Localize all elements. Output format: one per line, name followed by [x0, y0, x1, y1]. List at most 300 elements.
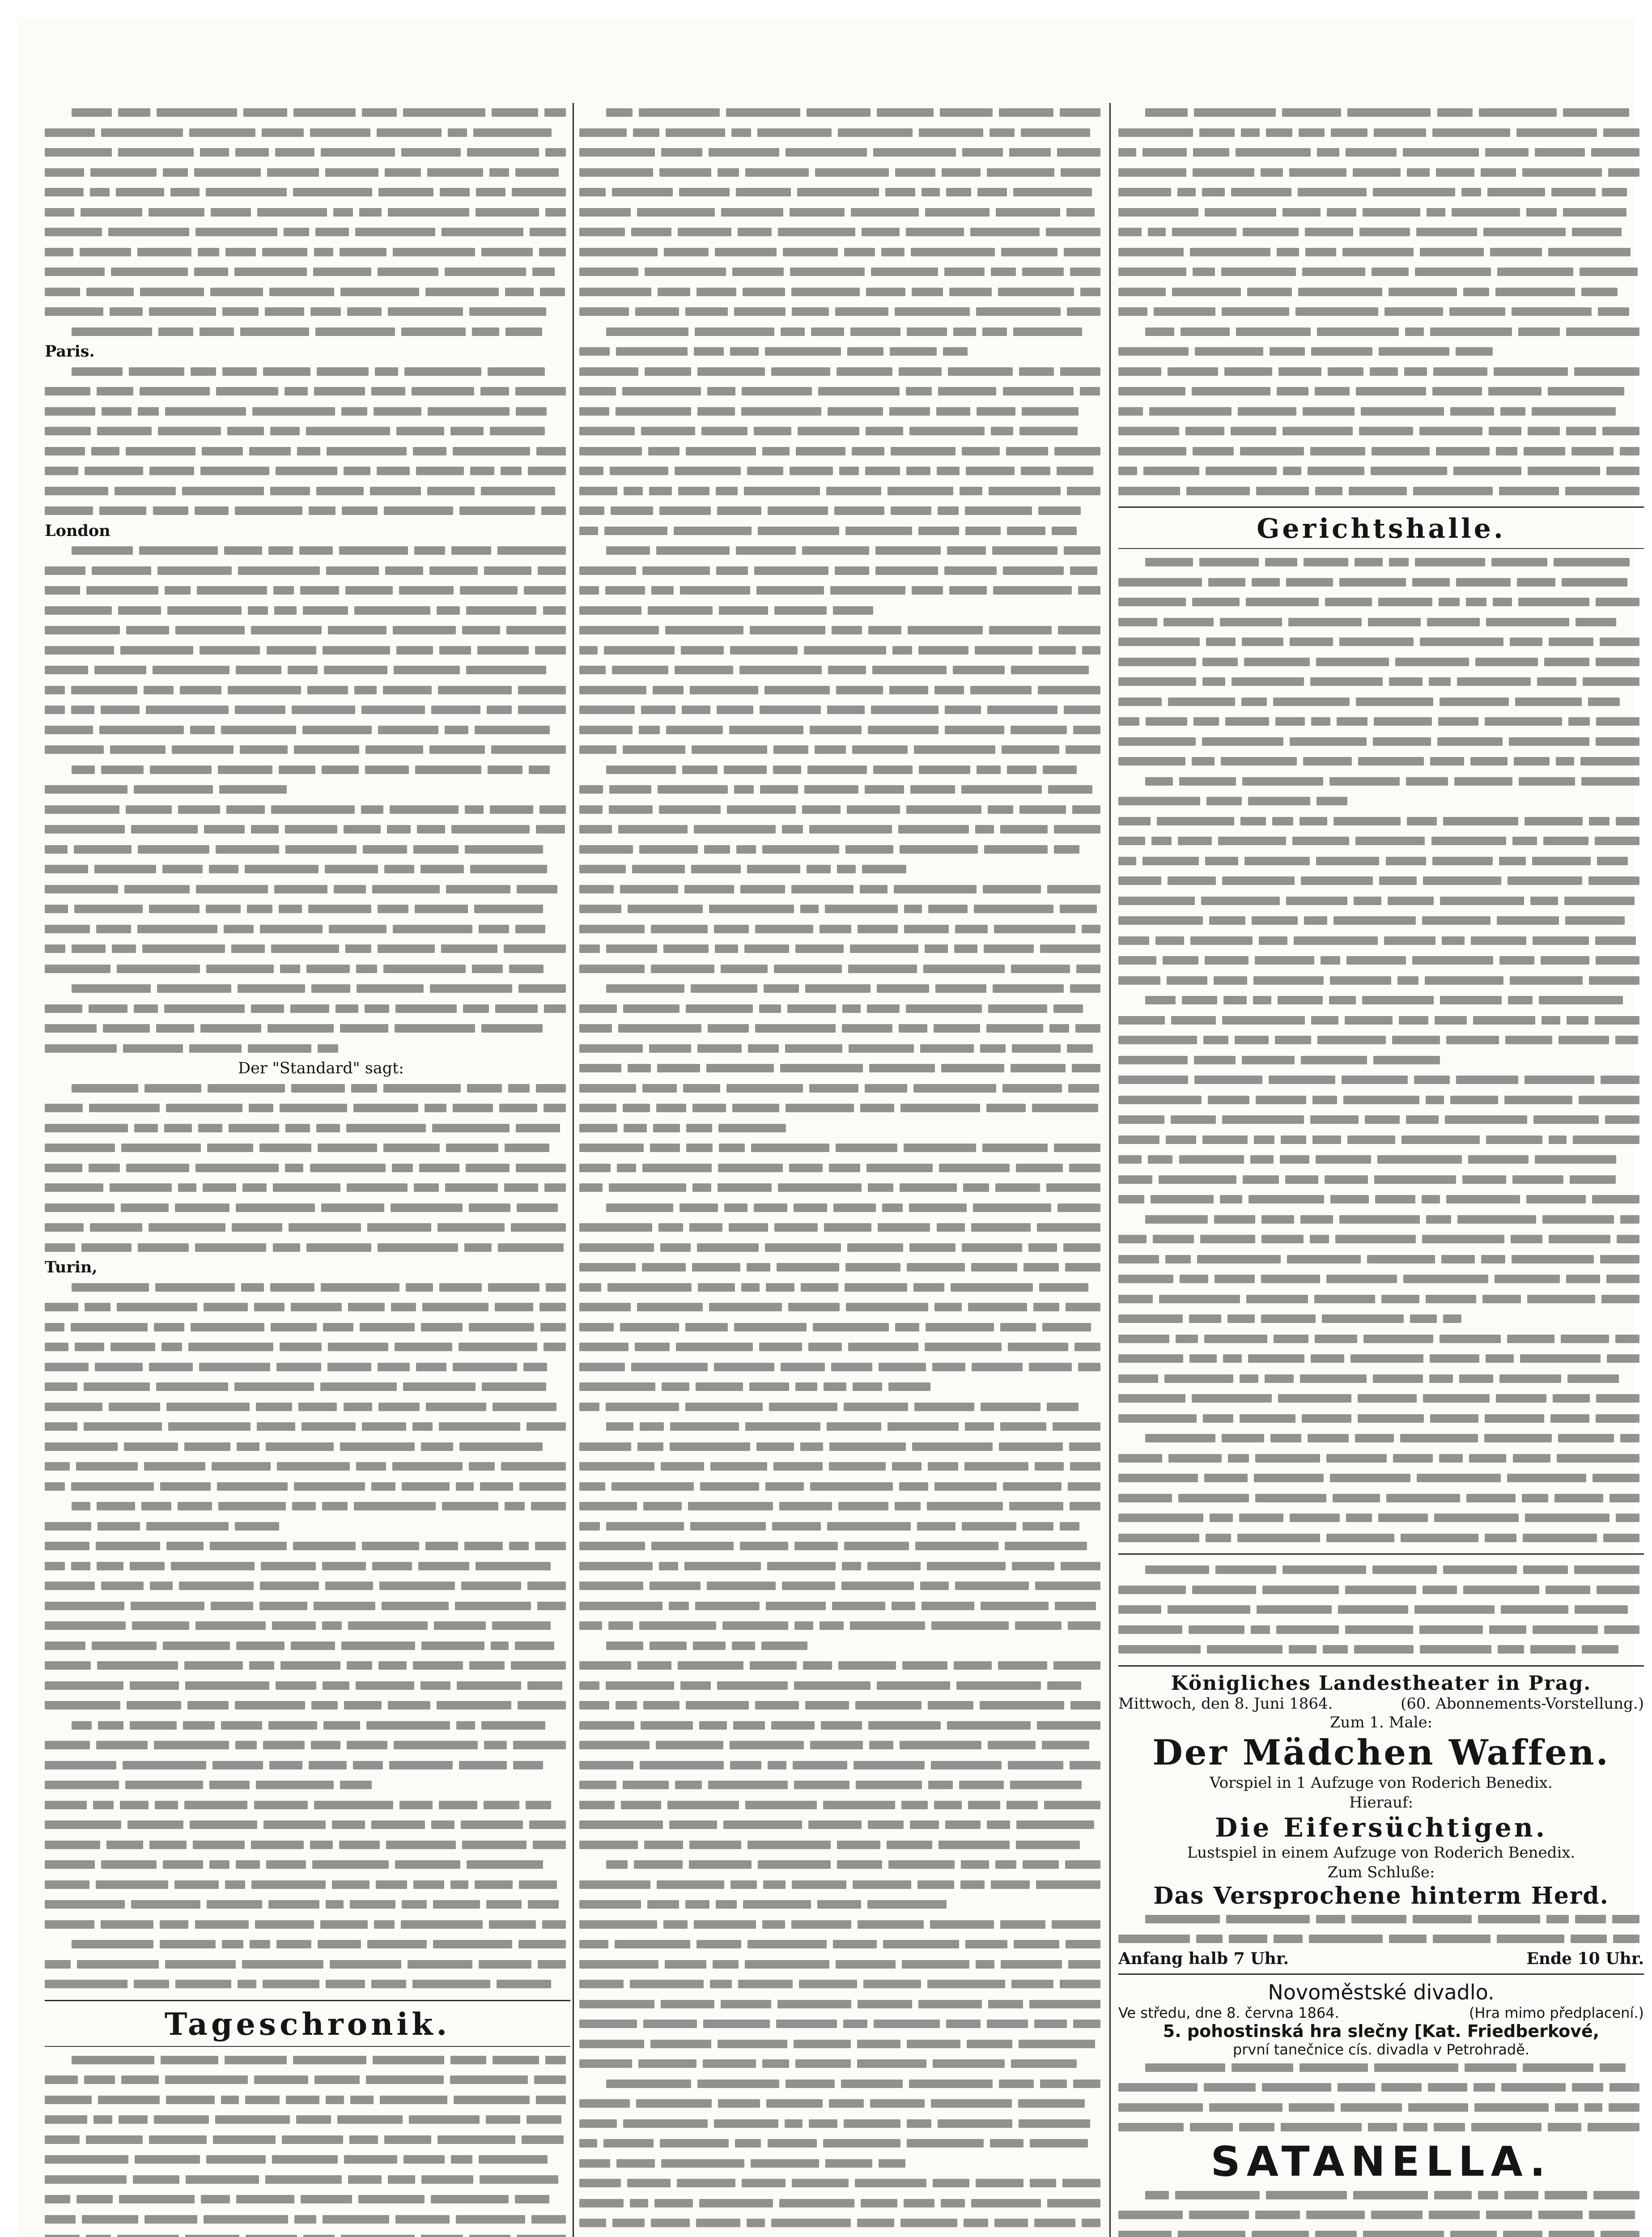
word-mark — [282, 2135, 344, 2144]
word-mark — [794, 1542, 838, 1550]
text-line — [579, 621, 1105, 641]
word-mark — [1322, 1314, 1404, 1323]
word-mark — [1315, 487, 1342, 495]
word-mark — [1218, 837, 1286, 845]
word-mark — [535, 1542, 566, 1550]
word-mark — [1225, 717, 1269, 726]
word-mark — [1145, 777, 1173, 786]
word-mark — [790, 268, 865, 276]
word-mark — [677, 2179, 735, 2187]
word-mark — [1491, 558, 1548, 566]
word-mark — [1142, 857, 1199, 865]
word-mark — [367, 1940, 427, 1948]
word-mark — [714, 1363, 774, 1371]
word-mark — [1066, 745, 1100, 754]
word-mark — [1386, 1494, 1460, 1502]
word-mark — [1151, 1195, 1213, 1204]
word-mark — [1501, 1605, 1568, 1614]
showtime-row — [1118, 1949, 1644, 1968]
word-mark — [1159, 1295, 1240, 1303]
word-mark — [1202, 188, 1225, 196]
word-mark — [1341, 2103, 1402, 2112]
word-mark — [1326, 1454, 1387, 1463]
text-line — [1118, 203, 1644, 223]
word-mark — [1610, 1494, 1639, 1502]
word-mark — [339, 1841, 380, 1849]
word-mark — [1072, 1064, 1100, 1072]
word-mark — [270, 487, 310, 495]
column-1-text-chronik — [45, 2050, 570, 2237]
word-mark — [72, 367, 123, 376]
word-mark — [366, 2075, 444, 2084]
word-mark — [1145, 2191, 1169, 2199]
word-mark — [238, 1980, 256, 1988]
word-mark — [1192, 757, 1215, 766]
word-mark — [631, 1363, 707, 1371]
word-mark — [403, 2155, 444, 2164]
word-mark — [1220, 618, 1283, 626]
word-mark — [137, 925, 218, 933]
word-mark — [495, 1303, 533, 1311]
word-mark — [1278, 367, 1322, 376]
word-mark — [523, 1363, 547, 1371]
word-mark — [1616, 817, 1639, 825]
text-line — [1118, 1929, 1644, 1949]
word-mark — [827, 1422, 881, 1431]
text-line — [579, 1477, 1105, 1497]
text-line — [45, 1098, 570, 1118]
word-mark — [1325, 598, 1372, 606]
word-mark — [248, 1044, 311, 1053]
word-mark — [1254, 1136, 1274, 1144]
text-line — [45, 103, 570, 123]
word-mark — [734, 307, 786, 316]
word-mark — [1353, 168, 1401, 177]
text-line — [1118, 712, 1644, 732]
word-mark — [545, 2056, 566, 2064]
word-mark — [730, 1761, 761, 1769]
word-mark — [696, 2219, 740, 2227]
text-line — [579, 1735, 1105, 1756]
word-mark — [914, 1403, 974, 1411]
word-mark — [431, 706, 481, 714]
word-mark — [493, 1403, 556, 1411]
word-mark — [84, 2075, 115, 2084]
word-mark — [1118, 638, 1200, 646]
word-mark — [1474, 2083, 1495, 2092]
word-mark — [579, 1820, 663, 1829]
column-3 — [1118, 103, 1644, 2237]
word-mark — [492, 1621, 550, 1630]
word-mark — [1052, 527, 1077, 535]
word-mark — [1118, 347, 1189, 356]
text-line — [45, 1716, 570, 1736]
word-mark — [718, 2099, 760, 2108]
text-line — [579, 2213, 1105, 2233]
word-mark — [742, 387, 812, 396]
word-mark — [579, 1442, 631, 1451]
word-mark — [1504, 2191, 1538, 2199]
text-line — [579, 1357, 1105, 1378]
word-mark — [1311, 347, 1372, 356]
text-line — [579, 1835, 1105, 1855]
word-mark — [871, 268, 938, 276]
word-mark — [1189, 1354, 1217, 1363]
word-mark — [1274, 1335, 1308, 1343]
text-line — [1118, 1269, 1644, 1289]
word-mark — [1446, 1036, 1499, 1044]
word-mark — [838, 128, 913, 137]
word-mark — [1346, 1514, 1372, 1522]
word-mark — [1057, 1204, 1100, 1212]
word-mark — [45, 1661, 91, 1670]
word-mark — [413, 845, 458, 854]
word-mark — [515, 2195, 549, 2203]
word-mark — [1314, 1295, 1375, 1303]
word-mark — [1294, 936, 1378, 945]
word-mark — [360, 1323, 415, 1331]
word-mark — [200, 467, 269, 475]
word-mark — [1533, 1115, 1599, 1124]
word-mark — [127, 1701, 181, 1710]
tageschronik-title: Tageschronik. — [164, 2006, 451, 2042]
word-mark — [606, 546, 650, 555]
word-mark — [1034, 2020, 1067, 2028]
word-mark — [442, 228, 523, 236]
word-mark — [188, 1343, 273, 1351]
word-mark — [1018, 2099, 1084, 2108]
word-mark — [505, 288, 534, 296]
word-mark — [717, 1681, 788, 1690]
word-mark — [845, 1283, 907, 1292]
word-mark — [1118, 1474, 1198, 1482]
word-mark — [1338, 1605, 1409, 1614]
word-mark — [276, 1940, 311, 1948]
word-mark — [142, 944, 225, 953]
text-line — [45, 1079, 570, 1099]
word-mark — [1469, 1454, 1507, 1463]
word-mark — [641, 1721, 693, 1730]
word-mark — [251, 825, 279, 834]
word-mark — [96, 925, 131, 933]
word-mark — [641, 706, 675, 714]
word-mark — [579, 745, 616, 754]
word-mark — [1571, 1935, 1607, 1943]
word-mark — [917, 1522, 956, 1531]
word-mark — [692, 1183, 711, 1192]
word-mark — [1007, 527, 1045, 535]
word-mark — [1595, 837, 1639, 845]
word-mark — [433, 1940, 512, 1948]
word-mark — [45, 1164, 82, 1172]
word-mark — [344, 1403, 373, 1411]
word-mark — [1308, 1434, 1349, 1442]
word-mark — [643, 2020, 697, 2028]
word-mark — [635, 1343, 670, 1351]
word-mark — [196, 885, 268, 893]
word-mark — [155, 1801, 178, 1809]
word-mark — [1597, 1586, 1639, 1594]
word-mark — [299, 546, 332, 555]
word-mark — [414, 1183, 439, 1192]
word-mark — [1290, 737, 1366, 746]
word-mark — [1454, 777, 1512, 786]
word-mark — [1330, 1474, 1410, 1482]
word-mark — [1215, 1275, 1254, 1283]
word-mark — [1118, 1625, 1182, 1634]
word-mark — [699, 2199, 773, 2207]
text-line — [1118, 772, 1644, 792]
word-mark — [715, 944, 738, 953]
word-mark — [637, 208, 715, 217]
word-mark — [1617, 1235, 1639, 1243]
word-mark — [610, 467, 668, 475]
word-mark — [1209, 2103, 1283, 2112]
word-mark — [110, 307, 143, 316]
word-mark — [1302, 1414, 1351, 1423]
word-mark — [954, 944, 977, 953]
word-mark — [1205, 956, 1249, 965]
word-mark — [385, 566, 423, 575]
word-mark — [603, 2139, 654, 2148]
word-mark — [454, 2096, 530, 2104]
word-mark — [1118, 1115, 1164, 1124]
word-mark — [163, 168, 188, 177]
word-mark — [1571, 447, 1614, 455]
word-mark — [747, 865, 800, 873]
word-mark — [1510, 976, 1583, 985]
word-mark — [1478, 1915, 1540, 1923]
word-mark — [796, 447, 845, 455]
word-mark — [774, 965, 842, 973]
word-mark — [504, 944, 566, 953]
word-mark — [804, 785, 858, 794]
word-mark — [1246, 598, 1319, 606]
word-mark — [1315, 2231, 1357, 2237]
text-line — [579, 2014, 1105, 2034]
word-mark — [156, 1024, 194, 1033]
word-mark — [1563, 208, 1626, 217]
word-mark — [1415, 268, 1491, 276]
word-mark — [85, 1303, 110, 1311]
word-mark — [490, 805, 534, 814]
word-mark — [149, 307, 216, 316]
word-mark — [1501, 2083, 1566, 2092]
word-mark — [868, 1183, 893, 1192]
word-mark — [318, 1940, 361, 1948]
word-mark — [377, 128, 442, 137]
word-mark — [86, 2135, 142, 2144]
text-line — [1118, 692, 1644, 712]
word-mark — [717, 506, 761, 515]
word-mark — [1280, 1155, 1309, 1164]
word-mark — [779, 1502, 832, 1510]
word-mark — [385, 168, 421, 177]
word-mark — [323, 646, 391, 655]
word-mark — [1495, 288, 1575, 296]
word-mark — [690, 686, 758, 694]
word-mark — [541, 506, 566, 515]
word-mark — [126, 626, 169, 634]
word-mark — [1384, 936, 1436, 945]
text-line — [1118, 1389, 1644, 1409]
word-mark — [1283, 427, 1353, 435]
word-mark — [815, 168, 889, 177]
word-mark — [86, 586, 159, 595]
word-mark — [292, 1502, 316, 1510]
word-mark — [938, 387, 997, 396]
word-mark — [322, 1502, 348, 1510]
text-line — [1118, 1309, 1644, 1329]
word-mark — [206, 2155, 266, 2164]
word-mark — [266, 1442, 333, 1451]
word-mark — [45, 1642, 85, 1650]
text-line — [579, 1497, 1105, 1517]
text-line — [579, 342, 1105, 362]
text-line — [1118, 1600, 1644, 1620]
word-mark — [1300, 2063, 1368, 2072]
word-mark — [164, 1004, 245, 1013]
word-mark — [1308, 467, 1364, 475]
word-mark — [371, 1482, 395, 1491]
word-mark — [1596, 598, 1639, 606]
word-mark — [45, 228, 102, 236]
word-mark — [1118, 1335, 1169, 1343]
word-mark — [157, 108, 237, 117]
word-mark — [1462, 1175, 1506, 1184]
word-mark — [616, 347, 688, 356]
word-mark — [450, 2075, 527, 2084]
word-mark — [394, 1741, 477, 1749]
text-line — [1118, 2058, 1644, 2078]
word-mark — [834, 506, 884, 515]
word-mark — [1415, 558, 1485, 566]
column-3-text-weather — [1118, 1560, 1644, 1660]
word-mark — [378, 268, 438, 276]
word-mark — [1118, 1255, 1159, 1263]
word-mark — [928, 1701, 973, 1710]
word-mark — [45, 666, 88, 674]
word-mark — [453, 447, 530, 455]
word-mark — [484, 1801, 520, 1809]
text-line — [579, 740, 1105, 760]
word-mark — [1118, 618, 1157, 626]
word-mark — [322, 1621, 342, 1630]
text-line — [579, 402, 1105, 422]
word-mark — [1401, 1136, 1479, 1144]
word-mark — [1549, 1136, 1567, 1144]
word-mark — [740, 1542, 788, 1550]
word-mark — [1054, 845, 1079, 854]
text-line — [45, 1457, 570, 1477]
word-mark — [94, 865, 156, 873]
text-line — [579, 1974, 1105, 1995]
word-mark — [666, 726, 723, 734]
word-mark — [609, 805, 653, 814]
text-line — [579, 1656, 1105, 1676]
text-line — [45, 1955, 570, 1975]
text-line — [579, 880, 1105, 900]
word-mark — [86, 2235, 111, 2237]
word-mark — [1373, 1056, 1440, 1064]
word-mark — [1512, 1175, 1563, 1184]
word-mark — [1497, 1935, 1564, 1943]
word-mark — [469, 2235, 510, 2237]
word-mark — [446, 1144, 498, 1152]
word-mark — [1236, 148, 1311, 157]
word-mark — [212, 1761, 263, 1769]
word-mark — [1172, 228, 1236, 236]
text-line — [45, 939, 570, 959]
word-mark — [718, 1124, 786, 1132]
word-mark — [268, 546, 293, 555]
word-mark — [867, 1004, 899, 1013]
word-mark — [988, 2000, 1023, 2008]
text-line — [1118, 103, 1644, 123]
word-mark — [1255, 2211, 1300, 2219]
word-mark — [1285, 1175, 1318, 1184]
word-mark — [434, 1621, 486, 1630]
word-mark — [1179, 1155, 1244, 1164]
word-mark — [1347, 108, 1431, 117]
word-mark — [665, 626, 743, 634]
word-mark — [1576, 618, 1617, 626]
standard-quote-label: Der "Standard" sagt: — [238, 1059, 404, 1077]
word-mark — [211, 208, 251, 217]
word-mark — [45, 865, 88, 873]
word-mark — [910, 1820, 939, 1829]
word-mark — [292, 706, 355, 714]
word-mark — [1176, 1335, 1198, 1343]
word-mark — [612, 1482, 693, 1491]
word-mark — [1063, 1243, 1100, 1252]
word-mark — [190, 726, 214, 734]
word-mark — [1315, 1335, 1357, 1343]
word-mark — [477, 646, 529, 655]
word-mark — [72, 1084, 138, 1093]
word-mark — [1013, 188, 1092, 196]
word-mark — [1426, 1215, 1451, 1224]
word-mark — [257, 1422, 295, 1431]
word-mark — [1007, 766, 1036, 774]
word-mark — [579, 1562, 653, 1570]
word-mark — [316, 487, 364, 495]
word-mark — [1362, 996, 1434, 1004]
word-mark — [781, 327, 805, 336]
word-mark — [491, 745, 566, 754]
word-mark — [45, 2115, 87, 2124]
word-mark — [1215, 1565, 1276, 1574]
word-mark — [748, 1044, 779, 1053]
word-mark — [621, 1801, 662, 1809]
word-mark — [184, 1661, 243, 1670]
text-line — [45, 700, 570, 720]
word-mark — [607, 1283, 692, 1292]
text-line — [1118, 1150, 1644, 1170]
word-mark — [616, 1701, 637, 1710]
word-mark — [579, 1323, 614, 1331]
word-mark — [928, 1781, 953, 1789]
word-mark — [710, 1980, 732, 1988]
word-mark — [448, 128, 467, 137]
text-line — [579, 1696, 1105, 1716]
word-mark — [1518, 327, 1560, 336]
word-mark — [813, 1323, 888, 1331]
word-mark — [517, 2235, 566, 2237]
word-mark — [1510, 638, 1542, 646]
word-mark — [371, 1980, 406, 1988]
word-mark — [1613, 1935, 1639, 1943]
